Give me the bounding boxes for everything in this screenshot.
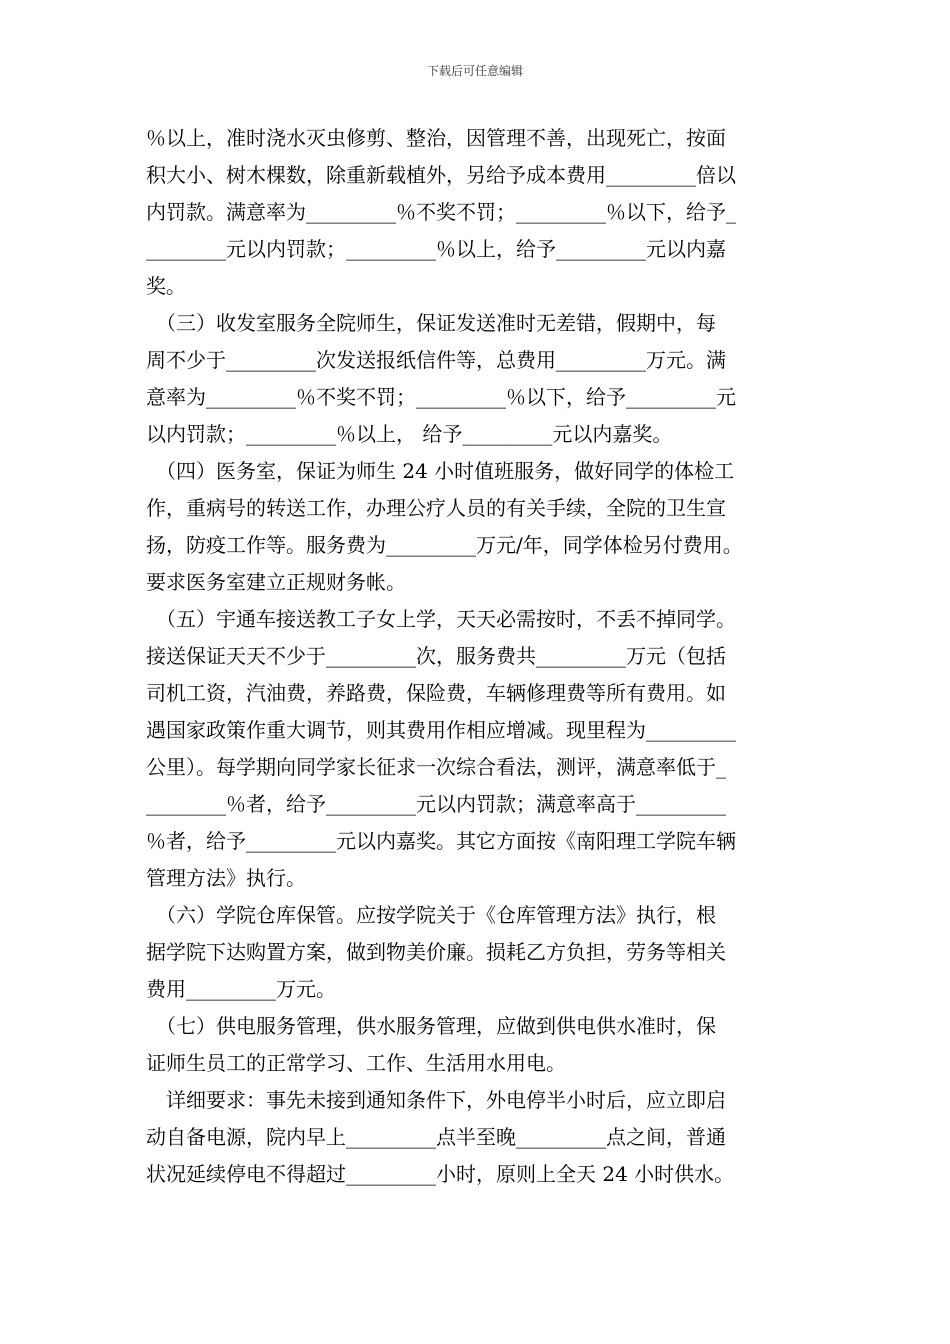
text-line: 积大小、树木棵数，除重新载植外，另给予成本费用_________倍以: [146, 163, 736, 187]
paragraph-start-3: （三）收发室服务全院师生，保证发送准时无差错，假期中，每: [146, 311, 716, 335]
text-line: ％以上，准时浇水灭虫修剪、整治，因管理不善，出现死亡，按面: [146, 126, 726, 150]
text-line: ％者，给予_________元以内嘉奖。其它方面按《南阳理工学院车辆: [146, 829, 736, 853]
paragraph-start-4: （四）医务室，保证为师生 24 小时值班服务，做好同学的体检工: [146, 459, 735, 483]
text-line: 动自备电源，院内早上_________点半至晚_________点之间，普通: [146, 1125, 726, 1149]
text-line: 公里）。每学期向同学家长征求一次综合看法，测评，满意率低于_: [146, 755, 726, 779]
text-line: 管理方法》执行。: [146, 866, 306, 890]
text-line: 遇国家政策作重大调节，则其费用作相应增减。现里程为_________: [146, 718, 736, 742]
text-line: 扬，防疫工作等。服务费为_________万元/年，同学体检另付费用。: [146, 533, 743, 557]
text-line: 作，重病号的转送工作，办理公疗人员的有关手续，全院的卫生宣: [146, 496, 726, 520]
text-line: ________％者，给予_________元以内罚款；满意率高于_________: [146, 792, 726, 816]
text-line: 司机工资，汽油费，养路费，保险费，车辆修理费等所有费用。如: [146, 681, 726, 705]
text-line: 证师生员工的正常学习、工作、生活用水用电。: [146, 1051, 566, 1075]
text-line: 要求医务室建立正规财务帐。: [146, 570, 406, 594]
text-line: 意率为_________％不奖不罚；_________％以下，给予_________元: [146, 385, 736, 409]
document-body: [146, 120, 826, 1193]
page-header: 下载后可任意编辑: [426, 64, 523, 78]
paragraph-start-details: 详细要求：事先未接到通知条件下，外电停半小时后，应立即启: [146, 1088, 726, 1112]
text-line: 以内罚款；_________％以上， 给予_________元以内嘉奖。: [146, 422, 673, 446]
text-line: 据学院下达购置方案，做到物美价廉。损耗乙方负担，劳务等相关: [146, 940, 726, 964]
text-line: 周不少于_________次发送报纸信件等，总费用_________万元。满: [146, 348, 726, 372]
text-line: 接送保证天天不少于_________次，服务费共_________万元（包括: [146, 644, 726, 668]
text-line: 奖。: [146, 274, 186, 298]
text-line: ________元以内罚款；_________％以上，给予_________元以内嘉: [146, 237, 726, 261]
text-line: 费用_________万元。: [146, 977, 336, 1001]
text-line: 状况延续停电不得超过_________小时，原则上全天 24 小时供水。: [146, 1162, 735, 1186]
paragraph-start-7: （七）供电服务管理，供水服务管理，应做到供电供水准时，保: [146, 1014, 716, 1038]
paragraph-start-5: （五）宇通车接送教工子女上学，天天必需按时，不丢不掉同学。: [146, 607, 736, 631]
text-line: 内罚款。满意率为_________％不奖不罚；_________％以下，给予_: [146, 200, 736, 224]
paragraph-start-6: （六）学院仓库保管。应按学院关于《仓库管理方法》执行，根: [146, 903, 716, 927]
